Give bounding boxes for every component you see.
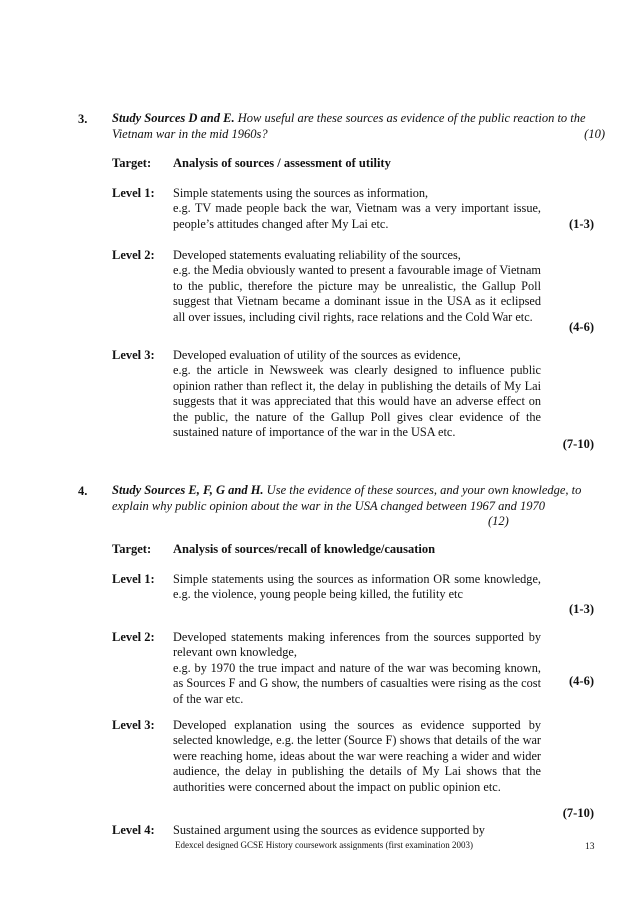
level-line: e.g. the article in Newsweek was clearly designed to influence public opinion rather than reflect it, the delay in publishing the details of My Lai suggests that it was appreciated that this would have an adverse effect on the public, the nature of the Gallup Poll gives clear evidence of the sustained nature of importance of the war in the USA etc. [173,363,541,440]
level-line: Simple statements using the sources as information, [173,186,429,200]
level-marks: (7-10) [562,437,594,451]
question-text [112,111,605,142]
level-description [173,248,541,325]
level-description [173,186,541,232]
level-line: Simple statements using the sources as information OR some knowledge, e.g. the violence, young people being killed, the futility etc [173,572,541,602]
level-line: Developed statements evaluating reliability of the sources, [173,248,461,262]
target-text: Analysis of sources / assessment of utility [173,156,391,170]
level-marks: (1-3) [569,602,594,616]
question-text [112,483,605,514]
level-line: e.g. the Media obviously wanted to present a favourable image of Vietnam to the public, therefore the picture may be unrealistic, the Gallup Poll suggest that Vietnam became a dominant issue in the USA as it eclipsed all over issues, including civil rights, race relations and the Cold War etc. [173,263,541,324]
question-number: 4. [78,484,88,498]
level-label: Level 1: [112,186,155,200]
level-label: Level 3: [112,348,155,362]
page-number: 13 [585,842,595,852]
question-lead: Study Sources E, F, G and H. [112,483,264,497]
level-line: e.g. TV made people back the war, Vietnam was a very important issue, people’s attitudes changed after My Lai etc. [173,201,541,231]
level-marks: (4-6) [569,674,594,688]
level-description [173,718,541,795]
target-label: Target: [112,156,152,170]
level-label: Level 2: [112,248,155,262]
level-description [173,348,541,440]
level-marks: (4-6) [569,320,594,334]
level-line: Sustained argument using the sources as evidence supported by [173,823,485,837]
level-label: Level 2: [112,630,155,644]
level-line: Developed statements making inferences from the sources supported by relevant own knowledge, [173,630,541,660]
level-description [173,823,541,838]
question-marks: (10) [584,126,605,141]
level-marks: (7-10) [562,806,594,820]
level-marks: (1-3) [569,217,594,231]
question-body: Use the evidence of these sources, and your own knowledge, to explain why public opinion about the war in the USA changed between 1967 and 1970 [112,483,582,513]
level-label: Level 4: [112,823,155,837]
target-text: Analysis of sources/recall of knowledge/causation [173,542,436,556]
level-label: Level 1: [112,572,155,586]
level-line: Developed explanation using the sources as evidence supported by selected knowledge, e.g. the letter (Source F) shows that details of the war were reaching home, ideas about the war were reaching a wider and wider audience, the delay in publishing the details of My Lai shows that the authorities were concerned about the impact on public opinion etc. [173,718,541,794]
level-description [173,572,541,603]
level-line: e.g. by 1970 the true impact and nature of the war was becoming known, as Sources F and G show, the numbers of casualties were rising as the cost of the war etc. [173,660,541,706]
level-line: Developed evaluation of utility of the sources as evidence, [173,348,461,362]
target-label: Target: [112,542,152,556]
level-label: Level 3: [112,718,155,732]
question-marks: (12) [488,514,509,528]
question-number: 3. [78,112,88,126]
level-description [173,630,541,707]
question-body: How useful are these sources as evidence of the public reaction to the Vietnam war in the mid 1960s? [112,111,586,141]
footer-text: Edexcel designed GCSE History coursework assignments (first examination 2003) [175,840,473,850]
question-lead: Study Sources D and E. [112,111,235,125]
